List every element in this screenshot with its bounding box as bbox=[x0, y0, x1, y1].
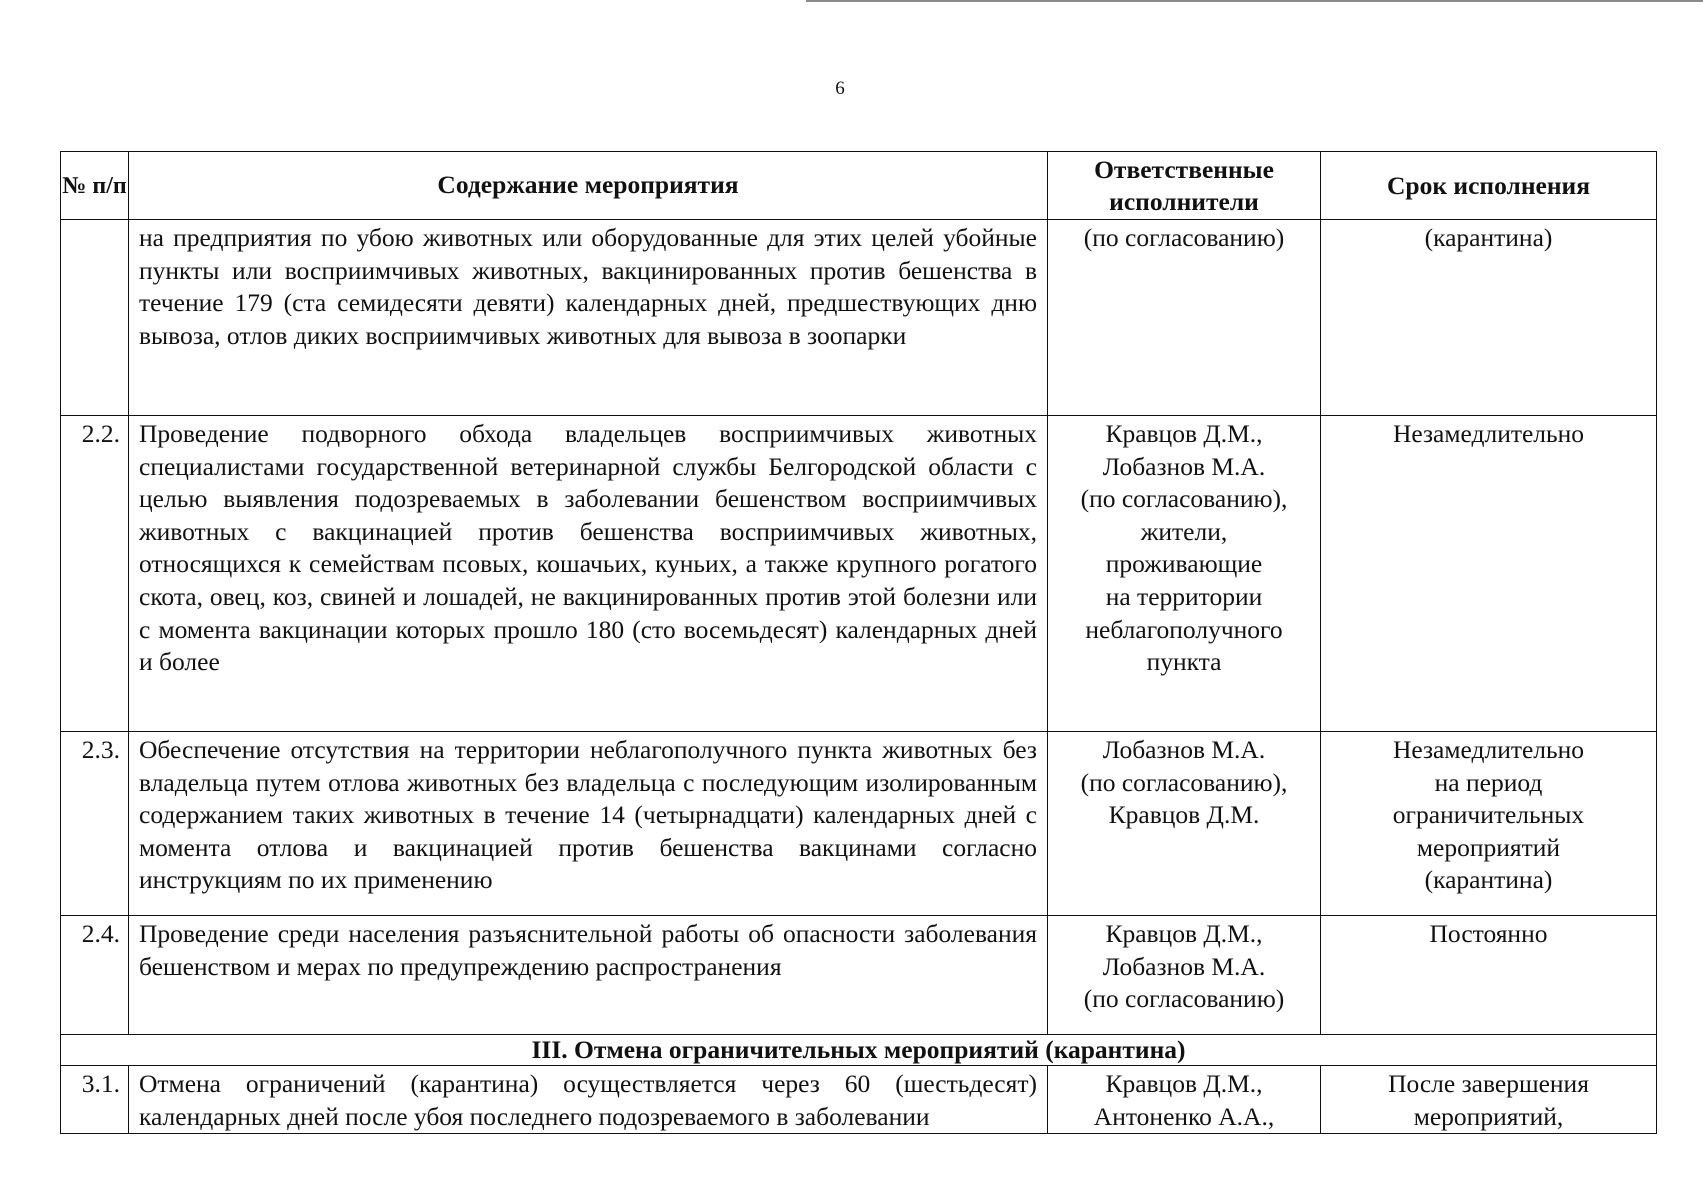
row-content: Проведение подворного обхода владельцев восприимчивых животных специалистами государственной ветеринарной службы Белгородской области с целью выявления подозреваемых в заболевании бешенством восприимчивых животных с вакцинацией против бешенства восприимчивых животных, относящихся к семействам псовых, кошачьих, куньих, а также крупного рогатого скота, овец, коз, свиней и лошадей, не вакцинированных против этой болезни или с момента вакцинации которых прошло 180 (сто восемьдесят) календарных дней и более bbox=[129, 416, 1048, 732]
row-num bbox=[61, 220, 129, 416]
row-term: Постоянно bbox=[1321, 916, 1657, 1035]
page-number: 6 bbox=[835, 78, 845, 99]
section-title: III. Отмена ограничительных мероприятий (карантина) bbox=[61, 1035, 1657, 1066]
header-num: № п/п bbox=[61, 152, 129, 220]
table-header-row bbox=[61, 152, 1657, 220]
row-content: Проведение среди населения разъяснительной работы об опасности заболевания бешенством и мерах по предупреждению распространения bbox=[129, 916, 1048, 1035]
top-rule bbox=[806, 0, 1703, 2]
header-responsible: Ответственные исполнители bbox=[1048, 152, 1321, 220]
row-responsible: Лобазнов М.А. (по согласованию), Кравцов Д.М. bbox=[1048, 732, 1321, 916]
row-num: 2.4. bbox=[61, 916, 129, 1035]
row-responsible: Кравцов Д.М., Антоненко А.А., bbox=[1048, 1066, 1321, 1134]
row-responsible: Кравцов Д.М., Лобазнов М.А. (по согласованию), жители, проживающие на территории неблагополучного пункта bbox=[1048, 416, 1321, 732]
row-responsible: (по согласованию) bbox=[1048, 220, 1321, 416]
section-row bbox=[61, 1035, 1657, 1066]
row-num: 2.2. bbox=[61, 416, 129, 732]
row-content: на предприятия по убою животных или оборудованные для этих целей убойные пункты или восприимчивых животных, вакцинированных против бешенства в течение 179 (ста семидесяти девяти) календарных дней, предшествующих дню вывоза, отлов диких восприимчивых животных для вывоза в зоопарки bbox=[129, 220, 1048, 416]
row-term: Незамедлительно на период ограничительных мероприятий (карантина) bbox=[1321, 732, 1657, 916]
row-term: (карантина) bbox=[1321, 220, 1657, 416]
header-content: Содержание мероприятия bbox=[129, 152, 1048, 220]
row-content: Отмена ограничений (карантина) осуществляется через 60 (шестьдесят) календарных дней после убоя последнего подозреваемого в заболевании bbox=[129, 1066, 1048, 1134]
table-row bbox=[61, 732, 1657, 916]
row-num: 3.1. bbox=[61, 1066, 129, 1134]
row-num: 2.3. bbox=[61, 732, 129, 916]
table-row bbox=[61, 916, 1657, 1035]
row-responsible: Кравцов Д.М., Лобазнов М.А. (по согласованию) bbox=[1048, 916, 1321, 1035]
table-row bbox=[61, 416, 1657, 732]
row-content: Обеспечение отсутствия на территории неблагополучного пункта животных без владельца путем отлова животных без владельца с последующим изолированным содержанием таких животных в течение 14 (четырнадцати) календарных дней с момента отлова и вакцинацией против бешенства вакцинами согласно инструкциям по их применению bbox=[129, 732, 1048, 916]
row-term: Незамедлительно bbox=[1321, 416, 1657, 732]
header-term: Срок исполнения bbox=[1321, 152, 1657, 220]
table-row bbox=[61, 1066, 1657, 1134]
table-row bbox=[61, 220, 1657, 416]
measures-table bbox=[60, 151, 1657, 1134]
row-term: После завершения мероприятий, bbox=[1321, 1066, 1657, 1134]
